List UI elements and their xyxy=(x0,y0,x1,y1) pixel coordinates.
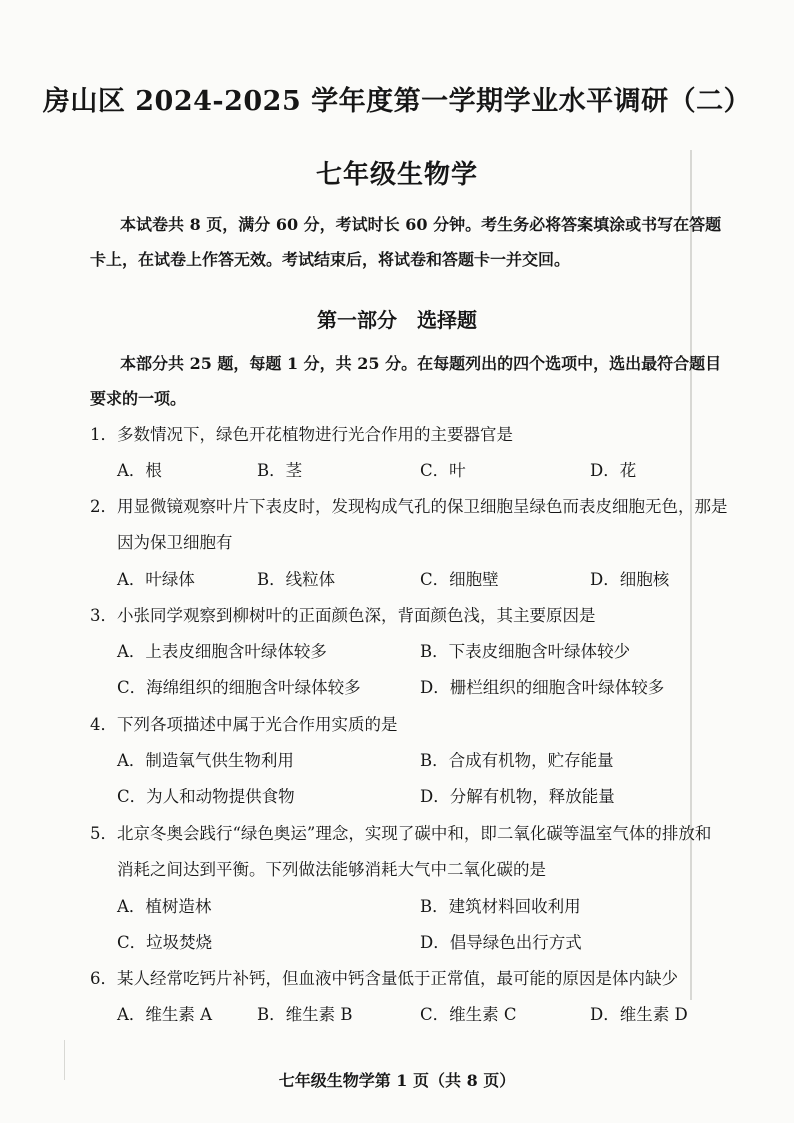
question-6-option-a: A．维生素 A xyxy=(117,1005,213,1024)
question-4-option-b: B．合成有机物，贮存能量 xyxy=(420,751,614,770)
question-2-stem-line-1: 2．用显微镜观察叶片下表皮时，发现构成气孔的保卫细胞呈绿色而表皮细胞无色，那是 xyxy=(90,497,728,516)
question-5-stem-line-2: 消耗之间达到平衡。下列做法能够消耗大气中二氧化碳的是 xyxy=(117,860,546,879)
question-4-stem: 4．下列各项描述中属于光合作用实质的是 xyxy=(90,715,398,734)
question-1-option-c: C．叶 xyxy=(420,461,466,480)
scan-shadow-line xyxy=(690,150,692,1000)
page-footer: 七年级生物学第 1 页（共 8 页） xyxy=(278,1071,516,1090)
question-5-stem-line-1: 5．北京冬奥会践行“绿色奥运”理念，实现了碳中和，即二氧化碳等温室气体的排放和 xyxy=(90,824,712,843)
question-3-option-d: D．栅栏组织的细胞含叶绿体较多 xyxy=(420,678,665,697)
question-5-option-a: A．植树造林 xyxy=(117,897,212,916)
section-desc-line-2: 要求的一项。 xyxy=(90,389,187,408)
question-6-option-d: D．维生素 D xyxy=(590,1005,688,1024)
question-2-option-b: B．线粒体 xyxy=(257,570,336,589)
exam-title: 房山区 2024-2025 学年度第一学期学业水平调研（二） xyxy=(42,86,752,117)
instructions-line-2: 卡上，在试卷上作答无效。考试结束后，将试卷和答题卡一并交回。 xyxy=(90,250,571,269)
question-1-option-a: A．根 xyxy=(117,461,162,480)
instructions-line-1: 本试卷共 8 页，满分 60 分，考试时长 60 分钟。考生务必将答案填涂或书写在答题 xyxy=(120,215,722,234)
question-4-option-c: C．为人和动物提供食物 xyxy=(117,787,295,806)
question-5-option-b: B．建筑材料回收利用 xyxy=(420,897,581,916)
question-5-option-d: D．倡导绿色出行方式 xyxy=(420,933,582,952)
question-3-stem: 3．小张同学观察到柳树叶的正面颜色深，背面颜色浅，其主要原因是 xyxy=(90,606,596,625)
question-6-option-c: C．维生素 C xyxy=(420,1005,517,1024)
question-2-option-a: A．叶绿体 xyxy=(117,570,195,589)
subject-title: 七年级生物学 xyxy=(315,160,478,190)
question-2-stem-line-2: 因为保卫细胞有 xyxy=(117,533,233,552)
question-4-option-d: D．分解有机物，释放能量 xyxy=(420,787,615,806)
question-1-option-d: D．花 xyxy=(590,461,637,480)
question-2-option-d: D．细胞核 xyxy=(590,570,670,589)
question-5-option-c: C．垃圾焚烧 xyxy=(117,933,213,952)
question-3-option-a: A．上表皮细胞含叶绿体较多 xyxy=(117,642,327,661)
question-3-option-b: B．下表皮细胞含叶绿体较少 xyxy=(420,642,631,661)
question-1-option-b: B．茎 xyxy=(257,461,303,480)
section-desc-line-1: 本部分共 25 题，每题 1 分，共 25 分。在每题列出的四个选项中，选出最符合题目 xyxy=(120,354,722,373)
section-title: 第一部分 选择题 xyxy=(317,308,477,332)
question-6-stem: 6．某人经常吃钙片补钙，但血液中钙含量低于正常值，最可能的原因是体内缺少 xyxy=(90,969,678,988)
question-6-option-b: B．维生素 B xyxy=(257,1005,353,1024)
question-2-option-c: C．细胞壁 xyxy=(420,570,499,589)
question-4-option-a: A．制造氧气供生物利用 xyxy=(117,751,294,770)
question-1-stem: 1．多数情况下，绿色开花植物进行光合作用的主要器官是 xyxy=(90,425,513,444)
question-3-option-c: C．海绵组织的细胞含叶绿体较多 xyxy=(117,678,361,697)
